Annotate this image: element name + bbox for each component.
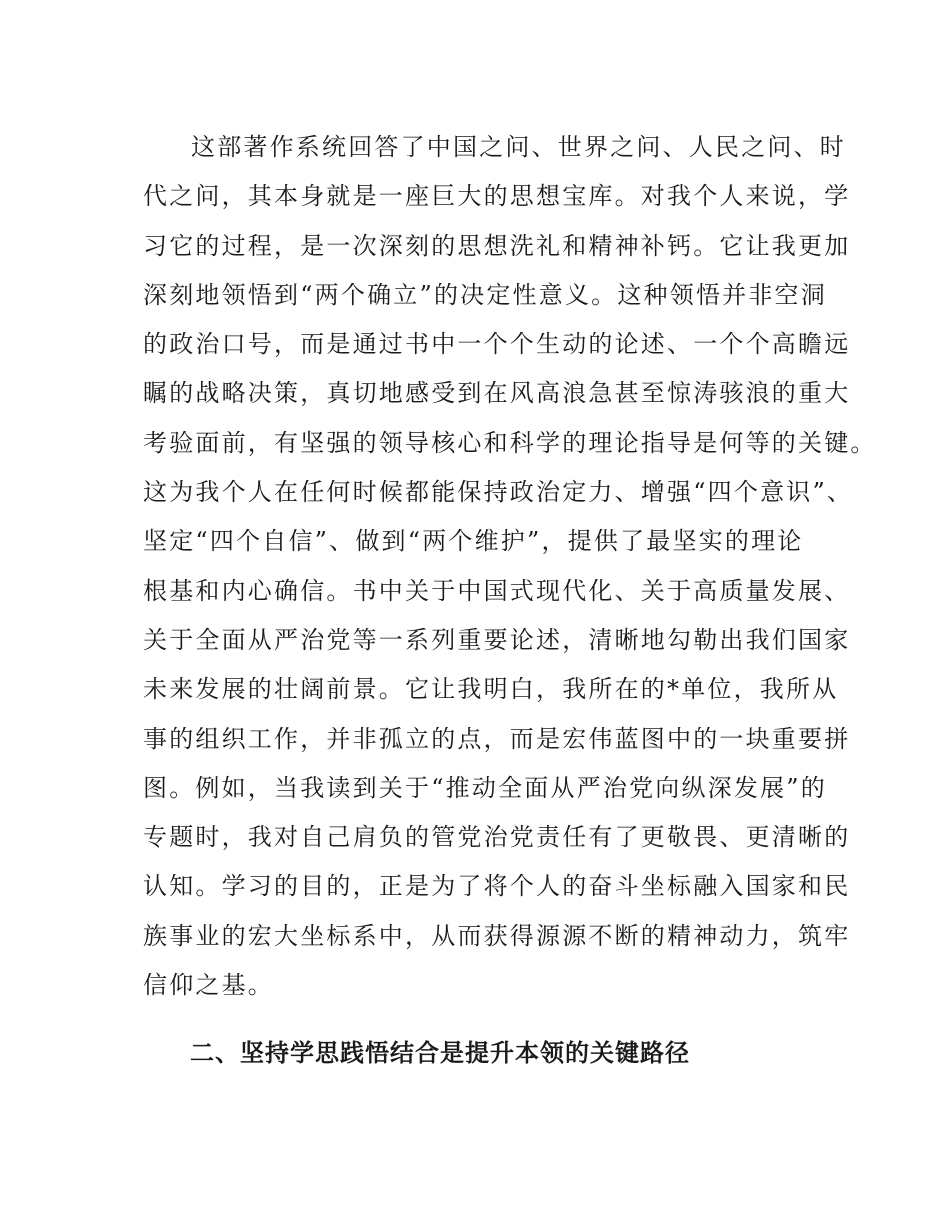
paragraph-line: 这为我个人在任何时候都能保持政治定力、增强“四个意识”、	[143, 478, 854, 507]
paragraph-line: 信仰之基。	[143, 971, 274, 1000]
body-paragraph	[143, 123, 877, 1010]
paragraph-line: 瞩的战略决策，真切地感受到在风高浪急甚至惊涛骇浪的重大	[143, 379, 851, 408]
paragraph-line: 坚定“四个自信”、做到“两个维护”，提供了最坚实的理论	[143, 527, 804, 556]
paragraph-line: 代之问，其本身就是一座巨大的思想宝库。对我个人来说，学	[143, 182, 851, 211]
paragraph-line: 专题时，我对自己肩负的管党治党责任有了更敬畏、更清晰的	[143, 823, 851, 852]
paragraph-line: 图。例如，当我读到关于“推动全面从严治党向纵深发展”的	[143, 773, 827, 802]
paragraph-line: 深刻地领悟到“两个确立”的决定性意义。这种领悟并非空洞	[143, 280, 827, 309]
paragraph-line: 的政治口号，而是通过书中一个个生动的论述、一个个高瞻远	[143, 330, 851, 359]
section-heading: 二、坚持学思践悟结合是提升本领的关键路径	[190, 1039, 690, 1067]
paragraph-line: 习它的过程，是一次深刻的思想洗礼和精神补钙。它让我更加	[143, 231, 851, 260]
paragraph-line: 关于全面从严治党等一系列重要论述，清晰地勾勒出我们国家	[143, 625, 851, 654]
paragraph-line: 族事业的宏大坐标系中，从而获得源源不断的精神动力，筑牢	[143, 921, 851, 950]
paragraph-line: 认知。学习的目的，正是为了将个人的奋斗坐标融入国家和民	[143, 872, 851, 901]
paragraph-line: 考验面前，有坚强的领导核心和科学的理论指导是何等的关键。	[143, 428, 877, 457]
paragraph-line: 根基和内心确信。书中关于中国式现代化、关于高质量发展、	[143, 576, 851, 605]
paragraph-line: 未来发展的壮阔前景。它让我明白，我所在的*单位，我所从	[143, 675, 839, 704]
paragraph-line: 事的组织工作，并非孤立的点，而是宏伟蓝图中的一块重要拼	[143, 724, 851, 753]
paragraph-line: 这部著作系统回答了中国之问、世界之问、人民之问、时	[191, 133, 846, 161]
